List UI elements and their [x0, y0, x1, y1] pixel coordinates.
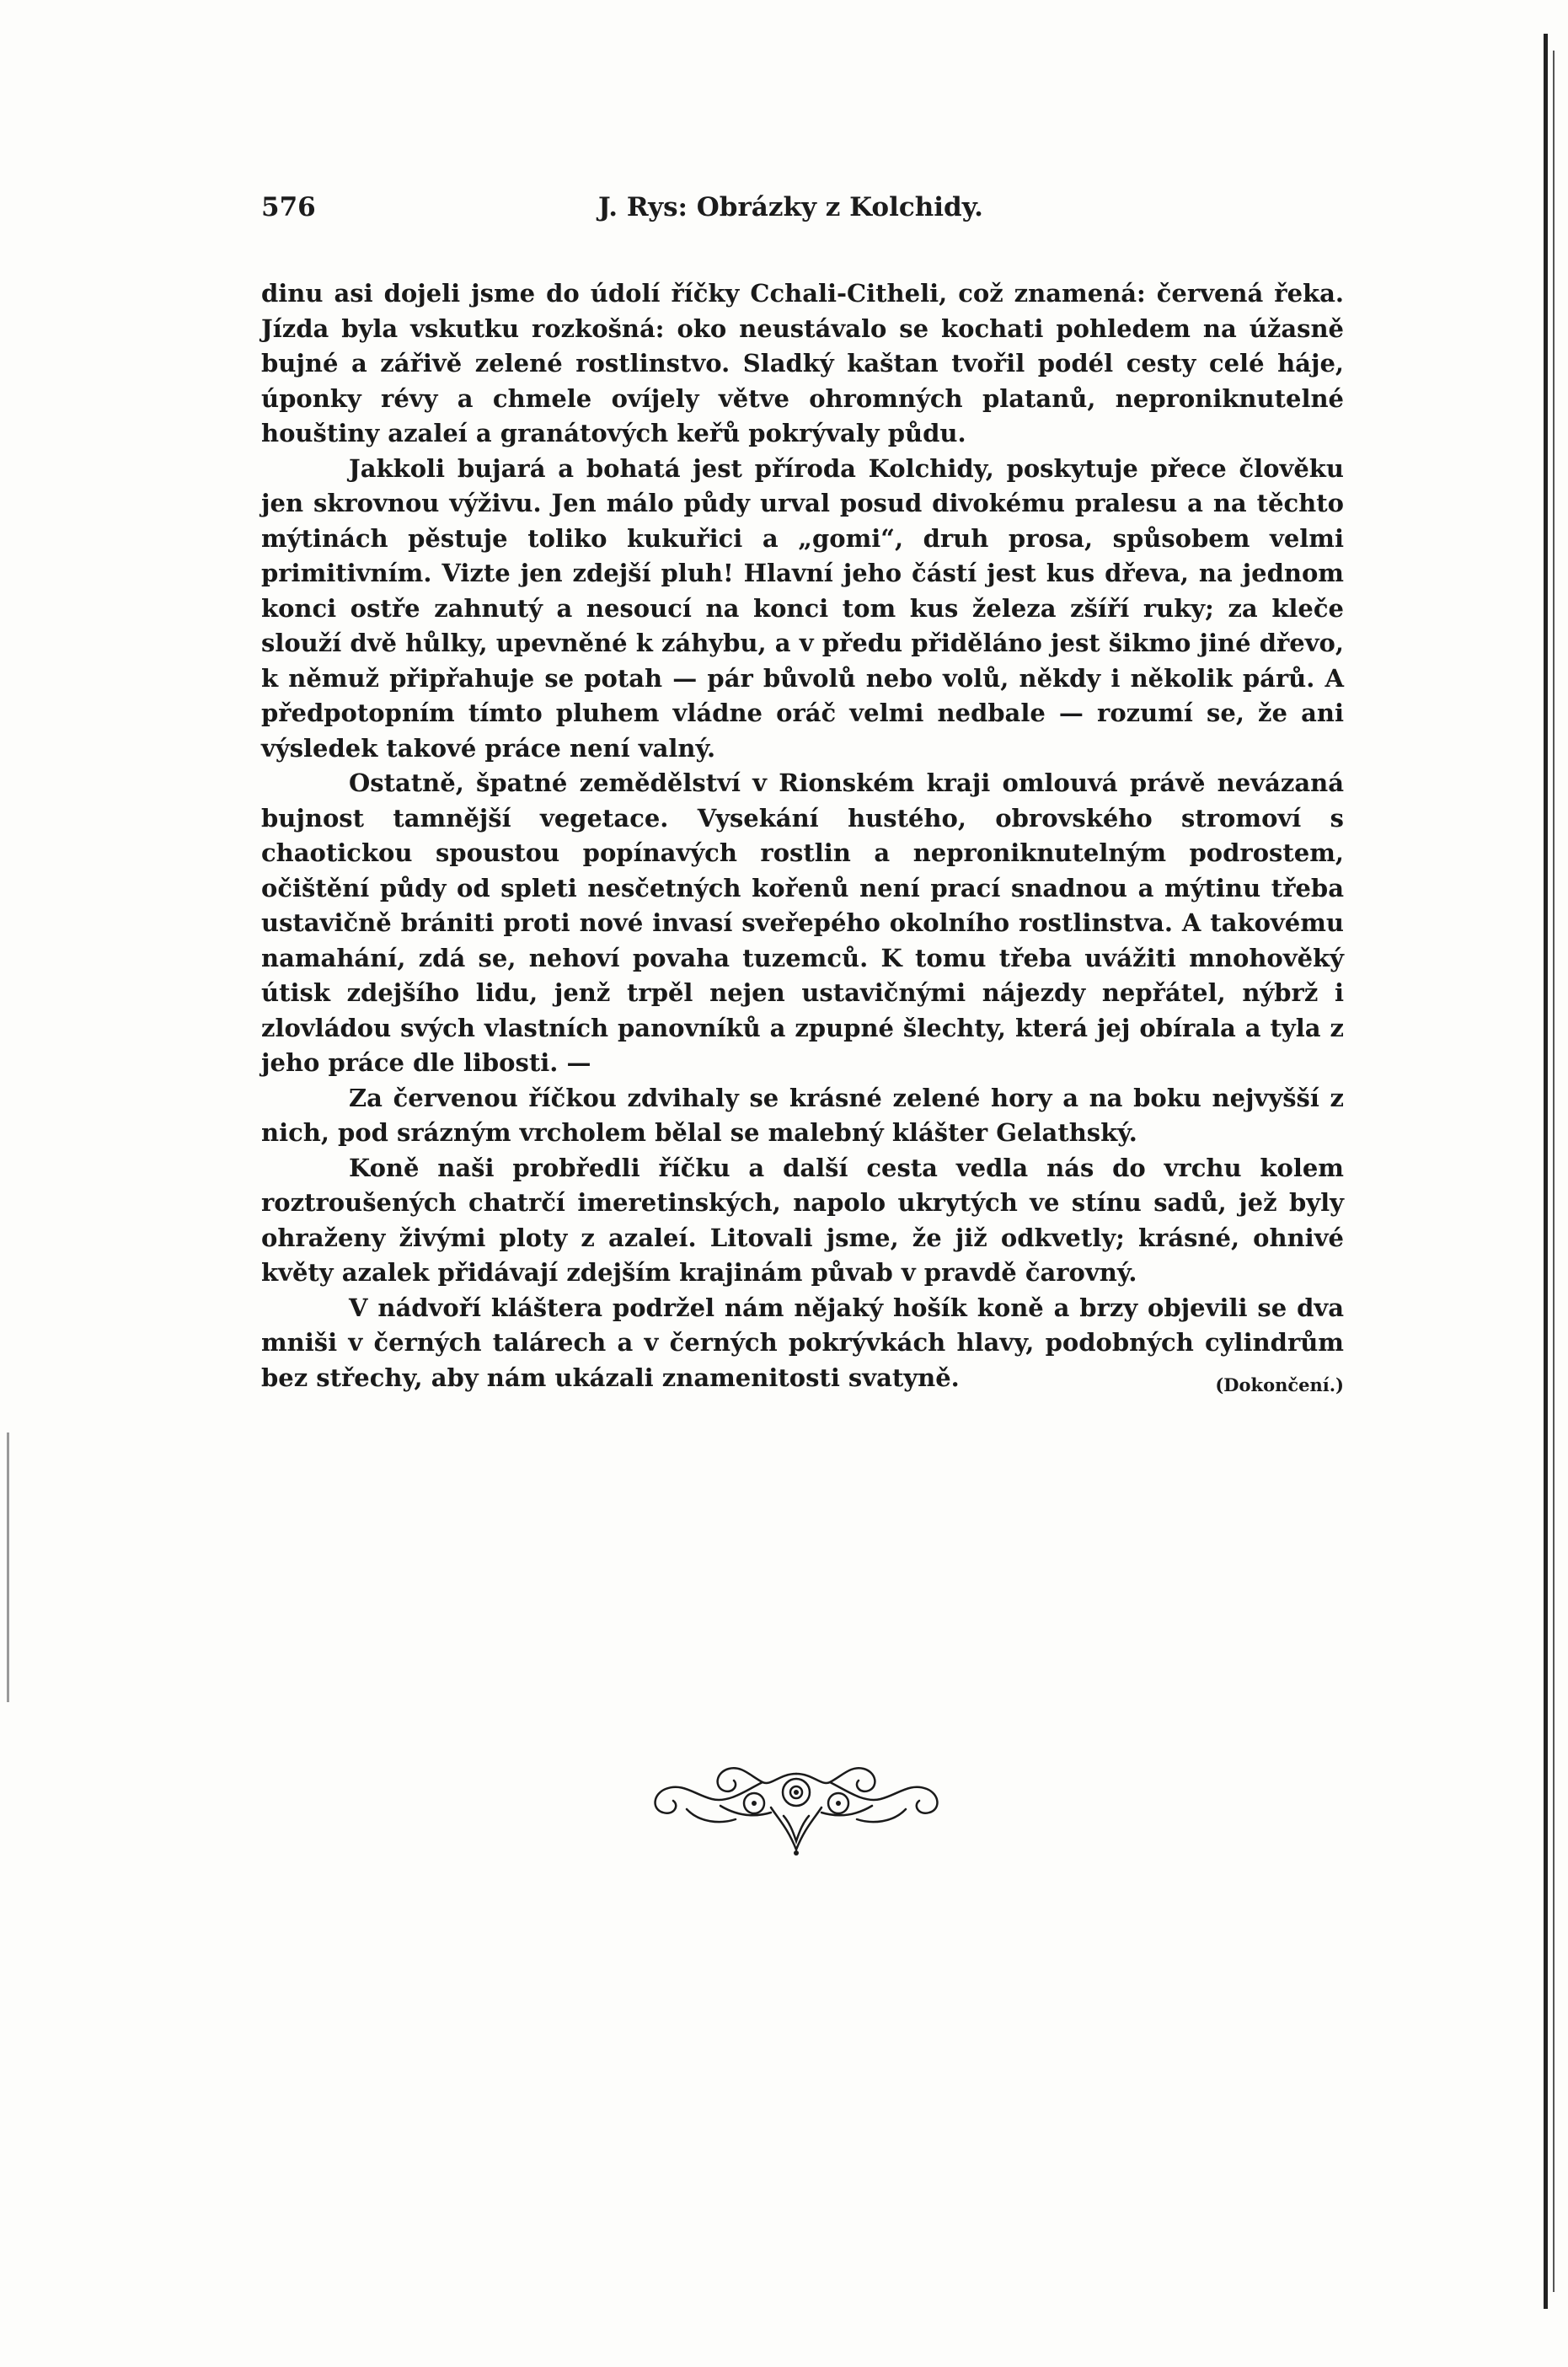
paragraph: dinu asi dojeli jsme do údolí říčky Cchali-Citheli, což znamená: červená řeka. Jízda byla vskutku rozkošná: oko neustávalo se kochati pohledem na úžasně bujné a zářivě zelené rostlinstvo. Sladký kaštan tvořil podél cesty celé háje, úponky révy a chmele ovíjely větve ohromných platanů, neproniknutelné houštiny azaleí a granátových keřů pokrývaly půdu. — [261, 279, 1344, 447]
page-number: 576 — [261, 192, 316, 222]
decorative-tailpiece-icon — [636, 1757, 956, 1858]
paragraph-last — [261, 1291, 1344, 1396]
paragraph-last-text: V nádvoří kláštera podržel nám nějaký hošík koně a brzy objevili se dva mniši v černých talárech a v černých pokrývkách hlavy, podobných cylindrům bez střechy, aby nám ukázali znamenitosti svatyně. — [261, 1293, 1344, 1392]
page-edge-shadow — [1544, 34, 1548, 2309]
paragraph: Koně naši probředli říčku a další cesta vedla nás do vrchu kolem roztroušených chatrčí imeretinských, napolo ukrytých ve stínu sadů, jež byly ohraženy živými ploty z azaleí. Litovali jsme, že již odkvetly; krásné, ohnivé květy azalek přidávají zdejším krajinám půvab v pravdě čarovný. — [261, 1153, 1344, 1287]
page-edge-line — [1553, 51, 1555, 2292]
paragraph: Jakkoli bujará a bohatá jest příroda Kolchidy, poskytuje přece člověku jen skrovnou výživu. Jen málo půdy urval posud divokému pralesu a na těchto mýtinách pěstuje toliko kukuřici a „gomi“, druh prosa, spůsobem velmi primitivním. Vizte jen zdejší pluh! Hlavní jeho částí jest kus dřeva, na jednom konci ostře zahnutý a nesoucí na konci tom kus železa zšíří ruky; za kleče slouží dvě hůlky, upevněné k záhybu, a v předu přiděláno jest šikmo jiné dřevo, k němuž připřahuje se potah — pár bůvolů nebo volů, někdy i několik párů. A předpotopním tímto pluhem vládne oráč velmi nedbale — rozumí se, že ani výsledek takové práce není valný. — [261, 453, 1344, 763]
running-title: J. Rys: Obrázky z Kolchidy. — [598, 192, 983, 222]
binding-mark — [7, 1433, 9, 1702]
body-text — [261, 276, 1344, 1402]
paragraph: Za červenou říčkou zdvihaly se krásné zelené hory a na boku nejvyšší z nich, pod srázným vrcholem bělal se malebný klášter Gelathský. — [261, 1083, 1344, 1147]
paragraph: Ostatně, špatné zemědělství v Rionském kraji omlouvá právě nevázaná bujnost tamnější vegetace. Vysekání hustého, obrovského stromoví s chaotickou spoustou popínavých rostlin a neproniknutelným podrostem, očištění půdy od spleti nesčetných kořenů není prací snadnou a mýtinu třeba ustavičně brániti proti nové invasí sveřepého okolního rostlinstva. A takovému namahání, zdá se, nehoví povaha tuzemců. K tomu třeba uvážiti mnohověký útisk zdejšího lidu, jenž trpěl nejen ustavičnými nájezdy nepřátel, nýbrž i zlovládou svých vlastních panovníků a zpupné šlechty, která jej obírala a tyla z jeho práce dle libosti. — — [261, 768, 1344, 1077]
page-header — [261, 192, 1340, 234]
continuation-note: (Dokončení.) — [1215, 1374, 1344, 1395]
